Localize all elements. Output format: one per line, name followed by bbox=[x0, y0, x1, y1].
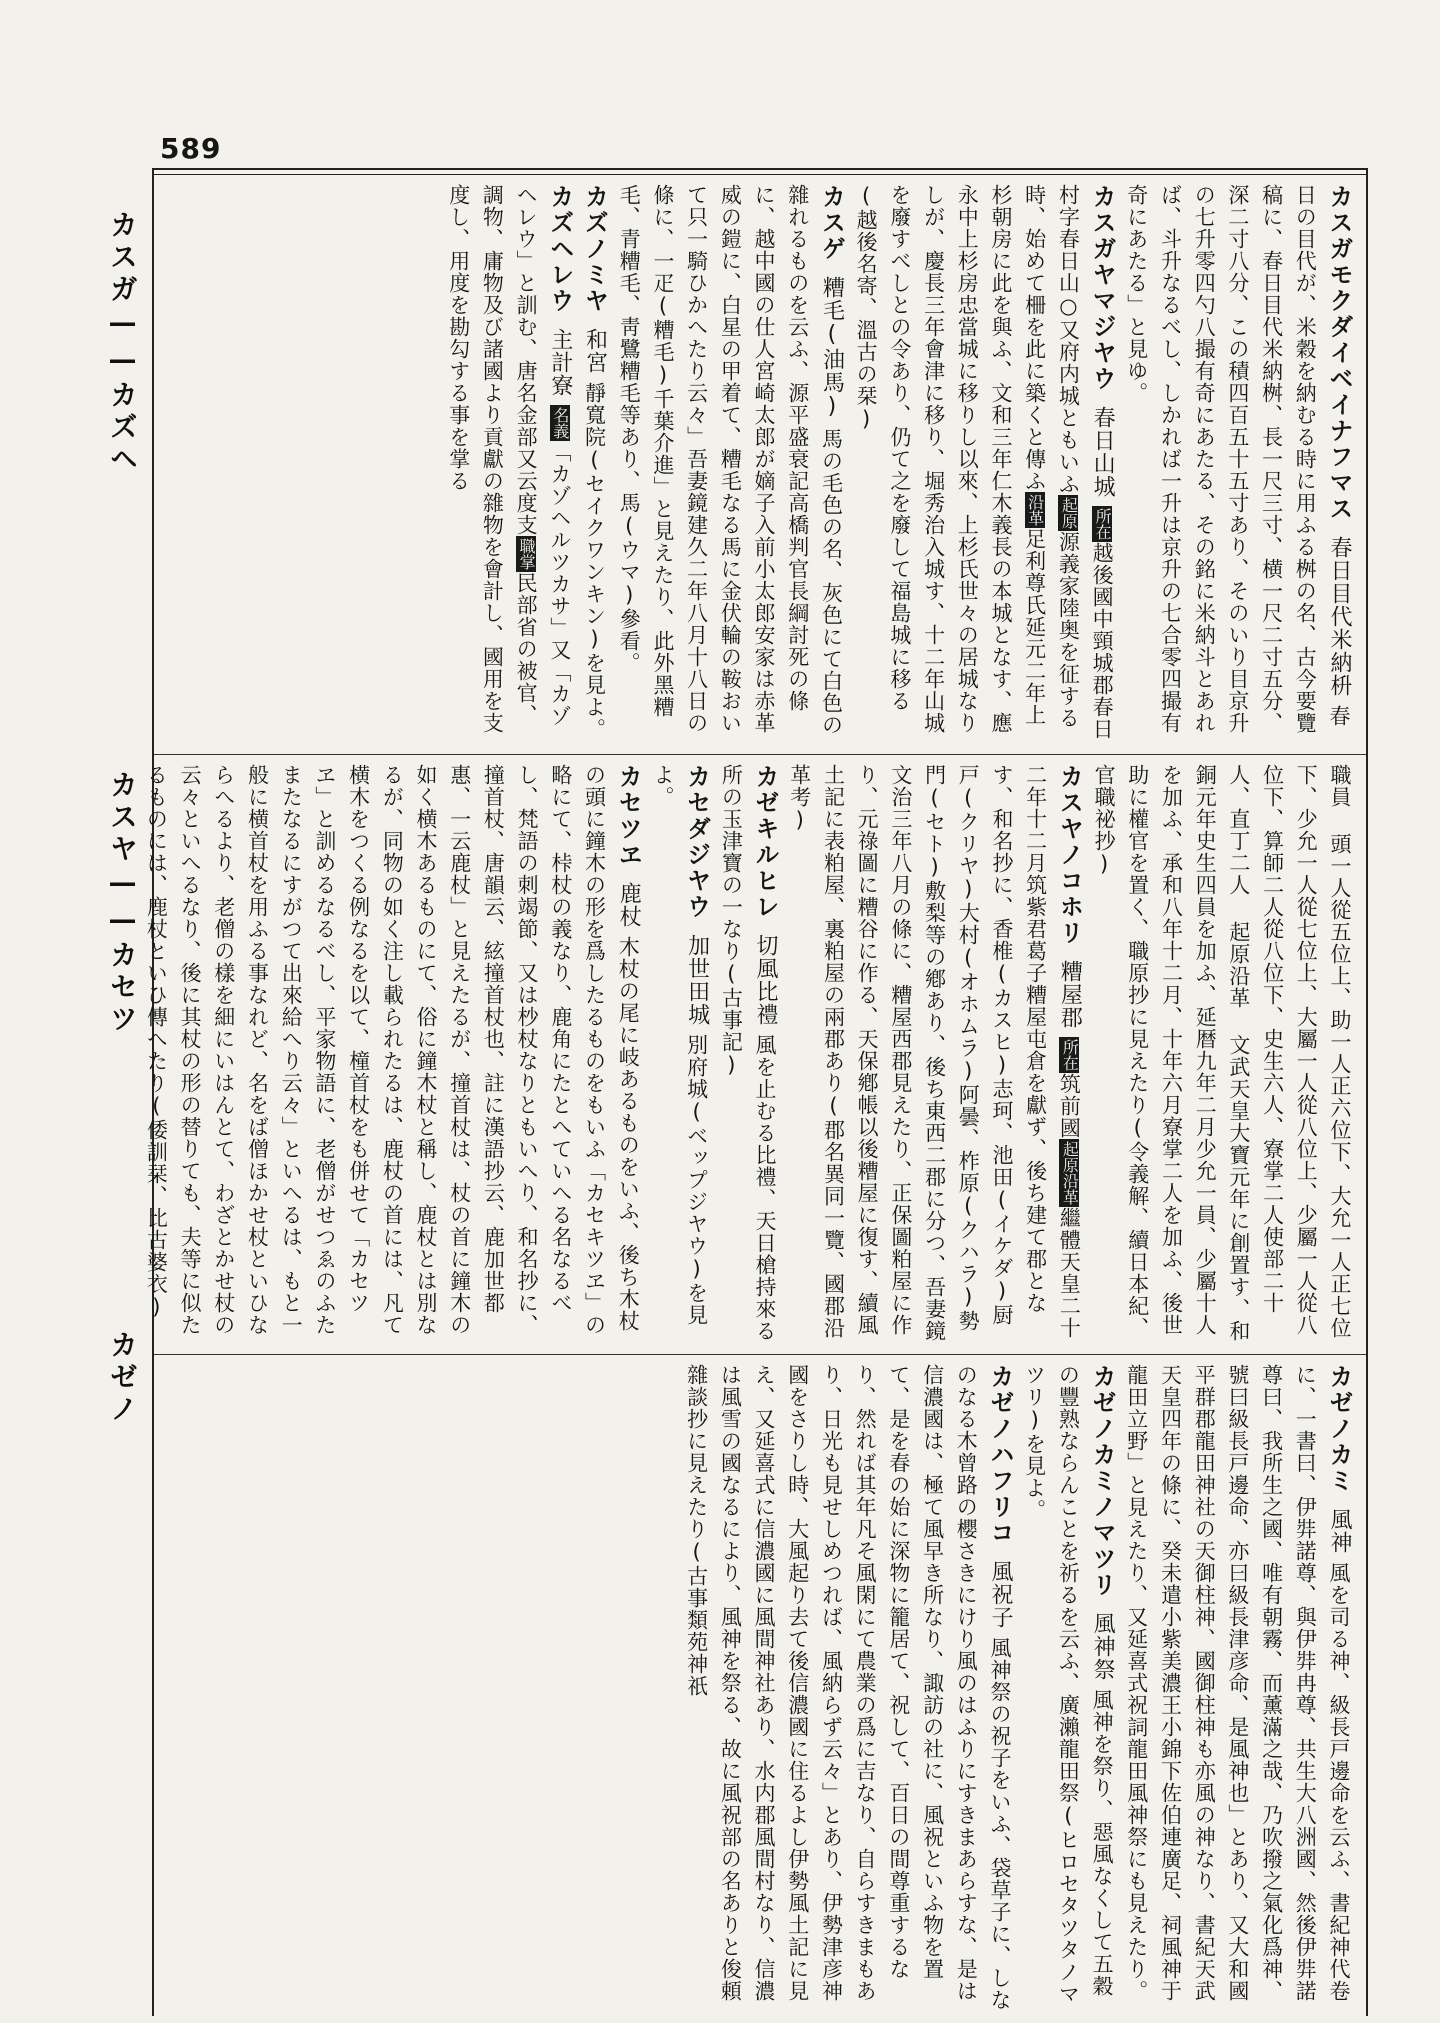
entry-text: 風を司る神、級長戸邊命を云ふ、書紀神代卷に、一書曰、伊弉諾尊、與伊弉冉尊、共生大八洲國、然後伊弉諾尊曰、我所生之國、唯有朝霧、而薰滿之哉、乃吹撥之氣化爲神、號曰級長戸邊命、亦曰級長津彦命、是風神也」とあり、又大和國平群郡龍田神社の天御柱神、國御柱神も亦風の神なり、書紀天武天皇四年の條に、癸未遣小紫美濃王小錦下佐伯連廣足、祠風神于龍田立野」と見えたり、又延喜式祝詞龍田風神祭にも見えたり。 bbox=[1124, 1364, 1351, 2002]
headword: カセツヱ bbox=[614, 764, 643, 868]
headword: カゼノハフリコ bbox=[985, 1364, 1014, 1546]
tag-badge: 所在 bbox=[1093, 508, 1113, 540]
tier-middle-body bbox=[144, 764, 1356, 1346]
headword-kanji: 切風比禮 bbox=[753, 934, 779, 1026]
entry-kazenokami bbox=[1125, 1364, 1351, 2002]
entry-text: 職員 頭一人從五位上、助一人正六位下、大允一人正七位下、少允一人從七位上、大屬一人從八位上、少屬一人從八位下、算師二人從八位下、史生六人、寮掌二人使部二十人、直丁二人 起原沿革 文武天皇大寶元年に創置す、和銅元年史生四員を加ふ、延暦九年二月少允一員、少屬十人を加ふ、承和八年十二月、十年六月寮掌二人を加ふ、後世助に權官を置く、職原抄に見えたり(令義解、續日本紀、官職祕抄) bbox=[1092, 764, 1352, 1342]
entry-kazenokami-no-matsuri bbox=[1022, 1364, 1117, 2005]
headword: カスガモクダイベイナフマス bbox=[1325, 184, 1353, 522]
entry-text: 足利尊氏延元二年上杉朝房に此を與ふ、文和三年仁木義長の本城となす、應永中上杉房忠當城に移りし以來、上杉氏世々の居城なりしが、慶長三年會津に移り、堀秀治入城す、十二年山城を廢すべしとの令あり、仍て之を廢して福島城に移る(越後名寄、溫古の栞) bbox=[854, 184, 1047, 734]
page-frame bbox=[144, 168, 1368, 2016]
entry-text: 繼體天皇二十二年十二月筑紫君葛子糟屋屯倉を獻ず、後ち建て郡となす、和名抄に、香椎(カスヒ)志珂、池田(イケダ)厨戸(クリヤ)大村(オホムラ)阿曇、柞原(クハラ)勢門(セト)敷梨等の鄕あり、後ち東西二郡に分つ、吾妻鏡文治三年八月の條に、糟屋西郡見えたり、正保圖粕屋に作り、元祿圖に糟谷に作る、天保鄕帳以後糟屋に復す、續風土記に表粕屋、裏粕屋の兩郡あり(郡名異同一覽、國郡沿革考) bbox=[787, 764, 1082, 1342]
section-label-kazeno: カゼノ bbox=[106, 1330, 139, 1426]
tier-divider bbox=[154, 754, 1366, 755]
entry-text: 別府城(ベップジヤウ)を見よ。 bbox=[650, 764, 709, 1326]
tag-badge: 所在 bbox=[1060, 1039, 1080, 1071]
tag-badge: 沿革 bbox=[1025, 494, 1045, 526]
tag-badge: 職掌 bbox=[517, 538, 537, 570]
headword: カスガヤマジヤウ bbox=[1088, 184, 1117, 392]
entry-kazenohafuriko bbox=[685, 1364, 1012, 2011]
entry-text: 風を止むる比禮、天日槍持來る所の玉津寶の一なり(古事記) bbox=[719, 764, 778, 1342]
entry-kasetsue bbox=[144, 764, 643, 1336]
headword: カズヘレウ bbox=[545, 184, 574, 314]
entry-kasuga-mokudai bbox=[1125, 184, 1351, 734]
entry-text: 源義家陸奥を征する時、始めて柵を此に築くと傳ふ bbox=[1022, 184, 1081, 729]
tier-bottom bbox=[164, 1364, 1356, 2014]
entry-text: 馬の毛色の名、灰色にて白色の雜れるものを云ふ、源平盛衰記高橋判官長綱討死の條に、越中國の仕人宮崎太郎が嫡子入前小太郎安家は赤革威の鎧に、白星の甲着て、糟毛なる馬に金伏輪の鞍おいて只一騎ひかへたり云々」吾妻鏡建久二年八月十八日の條に、一疋(糟毛)千葉介進」と見えたり、此外黑糟毛、青糟毛、靑鷺糟毛等あり、馬(ウマ)參看。 bbox=[617, 184, 844, 736]
headword: カセダジヤウ bbox=[682, 764, 711, 920]
entry-text: 靜寬院(セイクワンキン)を見よ。 bbox=[582, 382, 607, 740]
tier-divider bbox=[154, 1354, 1366, 1355]
entry-kaseda-jou bbox=[651, 764, 709, 1326]
headword-kanji: 鹿杖 bbox=[616, 882, 642, 928]
section-label-kasuga-kazuhe: カスガ——カズヘ bbox=[106, 210, 139, 476]
entry-text: 風神祭の祝子をいふ、袋草子に、しなのなる木曾路の櫻さきにけり風のはふりにすきまあらすな、是は信濃國は、極て風早き所なり、諏訪の社に、風祝といふ物を置て、是を春の始に深物に籠居て、祝して、百日の間尊重するなり、然れば其年凡そ風閑にて農業の爲に吉なり、自らすきまもあり、日光も見せしめつれば、風納らず云々」とあり、伊勢津彦神國をさりし時、大風起り去て後信濃國に住るよし伊勢風土記に見え、又延喜式に信濃國に風間神社あり、水内郡風間村なり、信濃は風雪の國なるにより、風神を祭る、故に風祝部の名ありと俊頼雜談抄に見えたり(古事類苑神祇 bbox=[684, 1364, 1012, 2011]
entry-text: 「カゾヘルツカサ」又「カゾヘレウ」と訓む、唐名金部又云度支 bbox=[514, 184, 572, 727]
entry-continuation bbox=[1092, 764, 1352, 1342]
page-number: 589 bbox=[160, 132, 222, 165]
tag-badge: 起原沿革 bbox=[1060, 1141, 1080, 1205]
tag-badge: 名義 bbox=[550, 407, 570, 439]
entry-kasuge bbox=[617, 184, 846, 736]
entry-kasuya-no-kohori bbox=[788, 764, 1082, 1342]
headword-kanji: 主計寮 bbox=[547, 328, 573, 397]
section-label-kasuya-kasetsu: カスヤ——カセツ bbox=[106, 770, 139, 1036]
tier-middle bbox=[144, 764, 1356, 1346]
headword-kanji: 和宮 bbox=[582, 328, 608, 374]
headword: カゼノカミ bbox=[1325, 1364, 1353, 1494]
entry-kasugayama-jou bbox=[854, 184, 1117, 740]
headword-kanji: 春日目代米納枡 bbox=[1327, 536, 1352, 697]
tier-bottom-body bbox=[164, 1364, 1356, 2014]
headword: カズノミヤ bbox=[580, 184, 609, 314]
entry-text: 風神を祭り、惡風なくして五穀の豐熟ならんことを祈るを云ふ、廣瀨龍田祭(ヒロセタツタノマツリ)を見よ。 bbox=[1022, 1364, 1115, 2005]
headword: カスヤノコホリ bbox=[1055, 764, 1084, 946]
entry-text: 越後國中頸城郡春日村字春日山○又府内城ともいふ bbox=[1056, 184, 1115, 740]
tier-top bbox=[164, 184, 1356, 746]
tag-badge: 起原 bbox=[1059, 497, 1079, 529]
entry-kazekiruhire bbox=[719, 764, 780, 1342]
headword: カゼキルヒレ bbox=[751, 764, 780, 920]
headword-kanji: 加世田城 bbox=[684, 934, 710, 1026]
entry-text: 木杖の尾に岐あるものをいふ、後ち木杖の頭に鐘木の形を爲したるものをもいふ「カセキツヱ」の略にて、桛杖の義なり、鹿角にたとへていへる名なるべし、梵語の刺竭節、又は杪杖なりともいへり、和名抄に、撞首杖、唐韻云、絃撞首杖也、註に漢語抄云、鹿加世都惠、一云鹿杖」と見えたるが、撞首杖は、杖の首に鐘木の如く横木あるものにて、俗に鐘木杖と稱し、鹿杖とは別なるが、同物の如く注し載られたるは、鹿杖の首には、凡て横木をつくる例なるを以て、橦首杖をも併せて「カセツヱ」と訓めるなるべし、平家物語に、老僧がせつゑのふたまたなるにすがつて出來給へり云々」といへるは、もと一般に横首杖を用ふる事なれど、名をば僧ほかせ杖といひならへるより、老僧の樣を細にいはんとて、わざとかせ杖の云々といへるなり、後に其杖の形の替りても、夫等に似たるものには、鹿杖といひ傳へたり(倭訓栞、比古婆衣) bbox=[144, 764, 641, 1336]
headword: カゼノカミノマツリ bbox=[1088, 1364, 1117, 1598]
entry-kazuheryou bbox=[447, 184, 572, 734]
headword-kanji: 風祝子 bbox=[987, 1560, 1013, 1629]
headword: カスゲ bbox=[817, 184, 846, 262]
headword-kanji: 糟毛(油馬) bbox=[819, 276, 845, 420]
entry-text: 筑前國 bbox=[1057, 1073, 1082, 1139]
headword-kanji: 糟屋郡 bbox=[1057, 960, 1083, 1029]
entry-text: 民部省の被官、調物、庸物及び諸國より貢獻の雜物を會計し、國用を支度し、用度を勘勾する事を掌る bbox=[446, 184, 539, 734]
headword-kanji: 春日山城 bbox=[1090, 406, 1116, 498]
tier-top-body bbox=[164, 184, 1356, 746]
headword-kanji: 風神祭 bbox=[1090, 1612, 1116, 1681]
entry-text: 春日の目代が、米穀を納むる時に用ふる桝の名、古今要覽稿に、春日目代米納桝、長一尺三寸、横一尺二寸五分、深二寸八分、この積四百五十五寸あり、そのいり目京升の七升零四勺八撮有奇にあたる、その銘に米納斗とあれば、斗升なるべし、しかれば一升は京升の七合零四撮有奇にあたる」と見ゆ。 bbox=[1124, 184, 1351, 734]
entry-kazunomiya bbox=[580, 184, 609, 740]
headword-kanji: 風神 bbox=[1327, 1508, 1352, 1554]
